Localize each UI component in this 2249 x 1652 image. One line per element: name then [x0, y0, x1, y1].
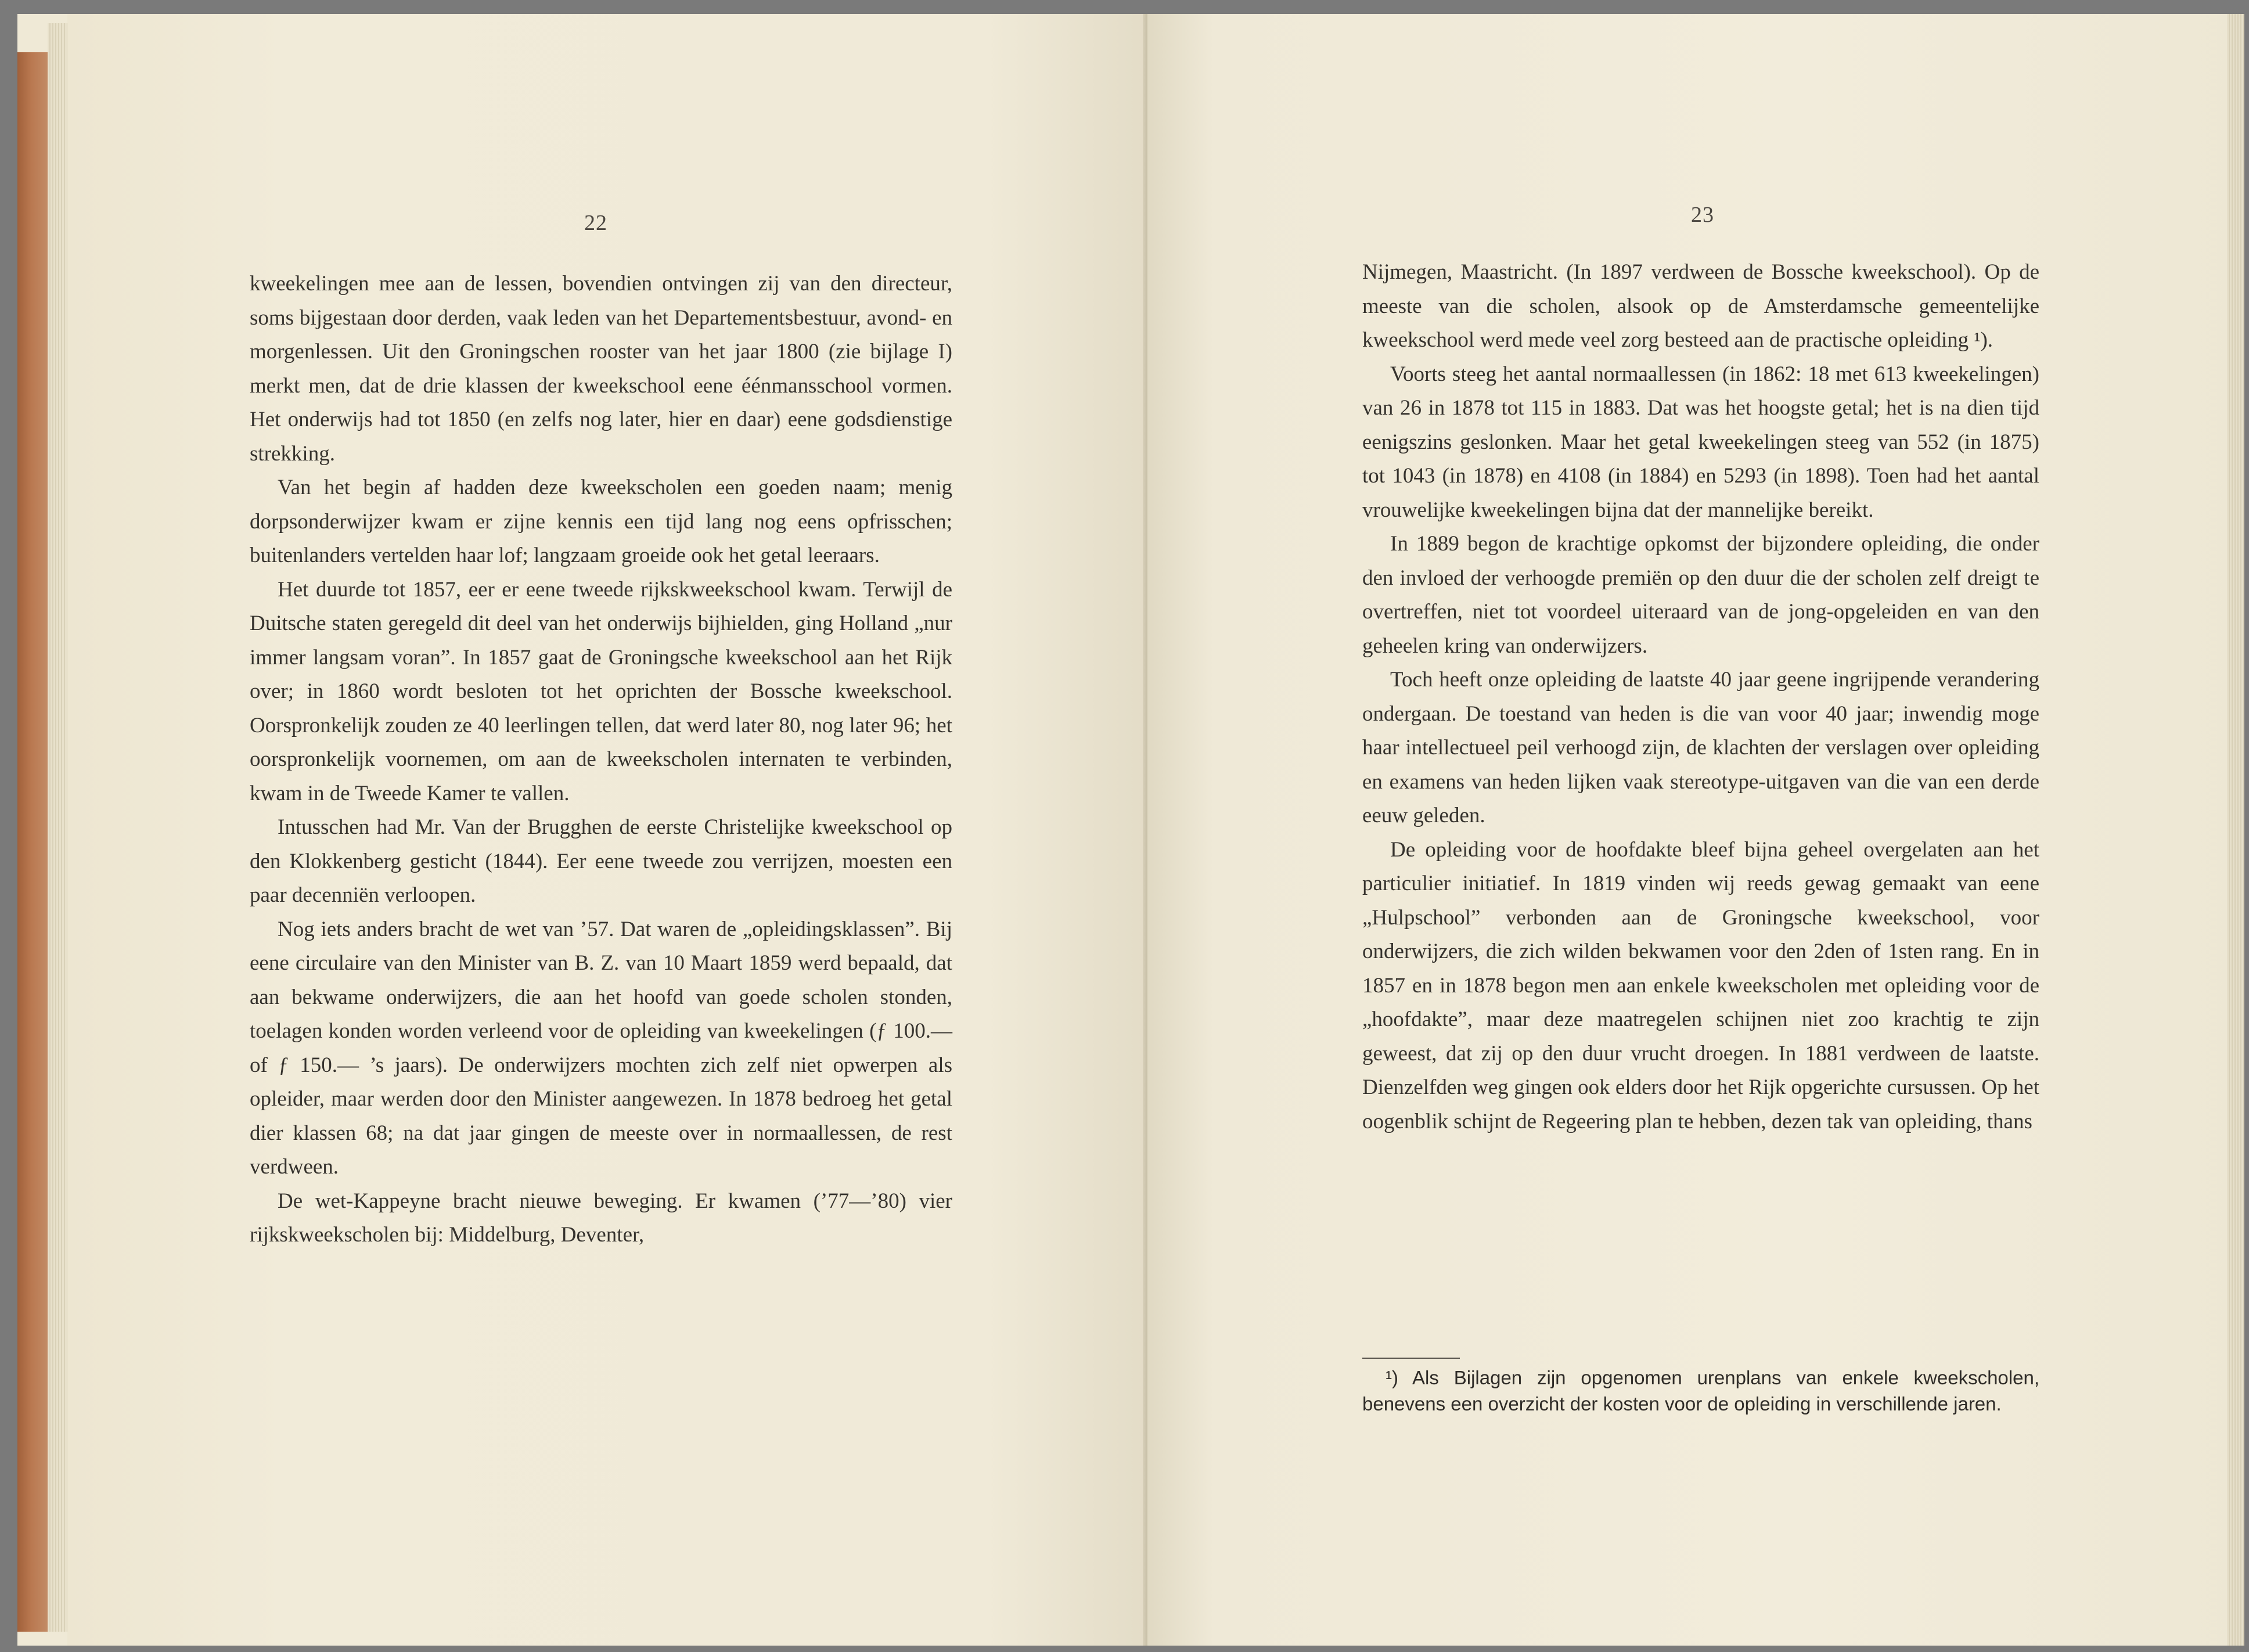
- footnote-rule: [1362, 1358, 1460, 1359]
- left-page: [67, 14, 1147, 1646]
- paragraph: Het duurde tot 1857, eer er eene tweede rijkskweekschool kwam. Terwijl de Duitsche staten geregeld dit deel van het onderwijs bijhielden, ging Holland „nur immer langsam voran”. In 1857 gaat de Groningsche kweekschool aan het Rijk over; in 1860 wordt besloten tot het oprichten der Bossche kweekschool. Oorspronkelijk zouden ze 40 leerlingen tellen, dat werd later 80, nog later 96; het oorspronkelijk voornemen, om aan de kweekscholen internaten te verbinden, kwam in de Tweede Kamer te vallen.: [250, 577, 952, 805]
- paragraph: Intusschen had Mr. Van der Brugghen de eerste Christelijke kweekschool op den Klokkenberg gesticht (1844). Eer eene tweede zou verrijzen, moesten een paar decenniën verloopen.: [250, 815, 952, 907]
- paragraph: Voorts steeg het aantal normaallessen (in 1862: 18 met 613 kweekelingen) van 26 in 1878 tot 115 in 1883. Dat was het hoogste getal; het is na dien tijd eenigszins geslonken. Maar het getal kweekelingen steeg van 552 (in 1875) tot 1043 (in 1878) en 4108 (in 1884) en 5293 (in 1898). Toen had het aantal vrouwelijke kweekelingen bijna dat der mannelijke bereikt.: [1362, 362, 2039, 522]
- paragraph: Van het begin af hadden deze kweekscholen een goeden naam; menig dorpsonderwijzer kwam er zijne kennis een tijd lang nog eens opfrisschen; buitenlanders vertelden haar lof; langzaam groeide ook het getal leeraars.: [250, 476, 952, 567]
- right-page-text: [1362, 255, 2039, 1139]
- left-page-text: [250, 267, 952, 1253]
- left-page-number: 22: [584, 211, 607, 235]
- book-cover-edge: [17, 52, 48, 1632]
- paragraph: Toch heeft onze opleiding de laatste 40 jaar geene ingrijpende verandering ondergaan. De toestand van heden is die van voor 40 jaar; inwendig moge haar intellectueel peil verhoogd zijn, de klachten der verslagen over opleiding en examens van heden lijken vaak stereotype-uitgaven van die van een derde eeuw geleden.: [1362, 668, 2039, 827]
- page-edges-right: [2227, 14, 2244, 1646]
- paragraph: Nog iets anders bracht de wet van ’57. Dat waren de „opleidingsklassen”. Bij eene circulaire van den Minister van B. Z. van 10 Maart 1859 werd bepaald, dat aan bekwame onderwijzers, die aan het hoofd van goede scholen stonden, toelagen konden worden verleend voor de opleiding van kweekelingen (ƒ 100.— of ƒ 150.— ’s jaars). De onderwijzers mochten zich zelf niet opwerpen als opleider, maar werden door den Minister aangewezen. In 1878 bedroeg het getal dier klassen 68; na dat jaar gingen de meeste over in normaallessen, de rest verdween.: [250, 917, 952, 1179]
- right-page-number: 23: [1691, 203, 1714, 227]
- paragraph: In 1889 begon de krachtige opkomst der bijzondere opleiding, die onder den invloed der verhoogde premiën op den duur die der scholen zelf dreigt te overtreffen, niet tot voordeel uiteraard van de jong-opgeleiden en van den geheelen kring van onderwijzers.: [1362, 532, 2039, 658]
- paragraph: De opleiding voor de hoofdakte bleef bijna geheel overgelaten aan het particulier initiatief. In 1819 vinden wij reeds gewag gemaakt van eene „Hulpschool” verbonden aan de Groningsche kweekschool, voor onderwijzers, die zich wilden bekwamen voor den 2den of 1sten rang. En in 1857 en in 1878 begon men aan enkele kweekscholen met opleiding voor de „hoofdakte”, maar deze maatregelen schijnen niet zoo krachtig te zijn geweest, dat zij op den duur vrucht droegen. In 1881 verdween de laatste. Dienzelfden weg gingen ook elders door het Rijk opgerichte cursussen. Op het oogenblik schijnt de Regeering plan te hebben, dezen tak van opleiding, thans: [1362, 837, 2039, 1133]
- footnote: ¹) Als Bijlagen zijn opgenomen urenplans van enkele kweekscholen, benevens een overzicht der kosten voor de opleiding in verschillende jaren.: [1362, 1367, 2039, 1415]
- page-edges-left: [48, 23, 67, 1632]
- paragraph: Nijmegen, Maastricht. (In 1897 verdween de Bossche kweekschool). Op de meeste van die scholen, alsook op de Amsterdamsche gemeentelijke kweekschool werd mede veel zorg besteed aan de practische opleiding ¹).: [1362, 260, 2039, 352]
- right-page: [1147, 14, 2244, 1646]
- paragraph: De wet-Kappeyne bracht nieuwe beweging. Er kwamen (’77—’80) vier rijkskweekscholen bij: Middelburg, Deventer,: [250, 1189, 952, 1247]
- paragraph: kweekelingen mee aan de lessen, bovendien ontvingen zij van den directeur, soms bijgestaan door derden, vaak leden van het Departementsbestuur, avond- en morgenlessen. Uit den Groningschen rooster van het jaar 1800 (zie bijlage I) merkt men, dat de drie klassen der kweekschool eene éénmansschool vormen. Het onderwijs had tot 1850 (en zelfs nog later, hier en daar) eene godsdienstige strekking.: [250, 272, 952, 466]
